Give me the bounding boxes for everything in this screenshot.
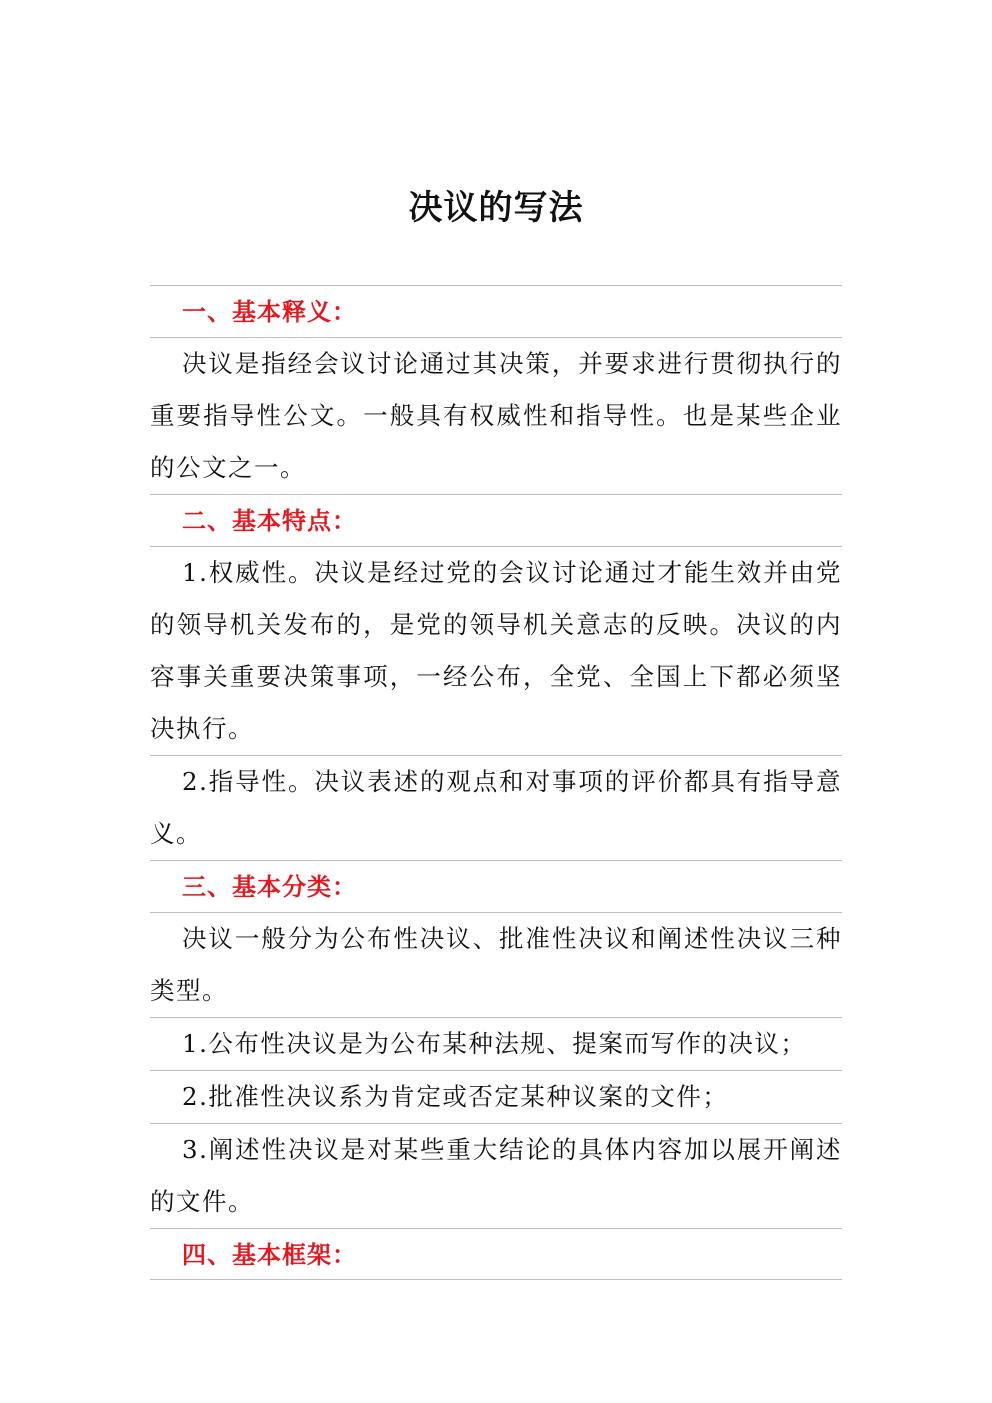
section-3-paragraph-4: 3.阐述性决议是对某些重大结论的具体内容加以展开阐述的文件。 <box>150 1123 842 1228</box>
section-3-paragraph-3: 2.批准性决议系为肯定或否定某种议案的文件； <box>150 1070 842 1123</box>
document-body <box>150 285 842 1280</box>
section-heading-1: 一、基本释义： <box>150 285 842 337</box>
section-3-paragraph-1: 决议一般分为公布性决议、批准性决议和阐述性决议三种类型。 <box>150 912 842 1017</box>
section-2-paragraph-1: 1.权威性。决议是经过党的会议讨论通过才能生效并由党的领导机关发布的，是党的领导机关意志的反映。决议的内容事关重要决策事项，一经公布，全党、全国上下都必须坚决执行。 <box>150 546 842 755</box>
section-heading-2: 二、基本特点： <box>150 494 842 546</box>
document-title: 决议的写法 <box>408 188 584 228</box>
section-3-paragraph-2: 1.公布性决议是为公布某种法规、提案而写作的决议； <box>150 1017 842 1070</box>
section-heading-4: 四、基本框架： <box>150 1228 842 1280</box>
section-heading-3: 三、基本分类： <box>150 860 842 912</box>
section-1-paragraph-1: 决议是指经会议讨论通过其决策，并要求进行贯彻执行的重要指导性公文。一般具有权威性和指导性。也是某些企业的公文之一。 <box>150 337 842 494</box>
section-2-paragraph-2: 2.指导性。决议表述的观点和对事项的评价都具有指导意义。 <box>150 755 842 860</box>
